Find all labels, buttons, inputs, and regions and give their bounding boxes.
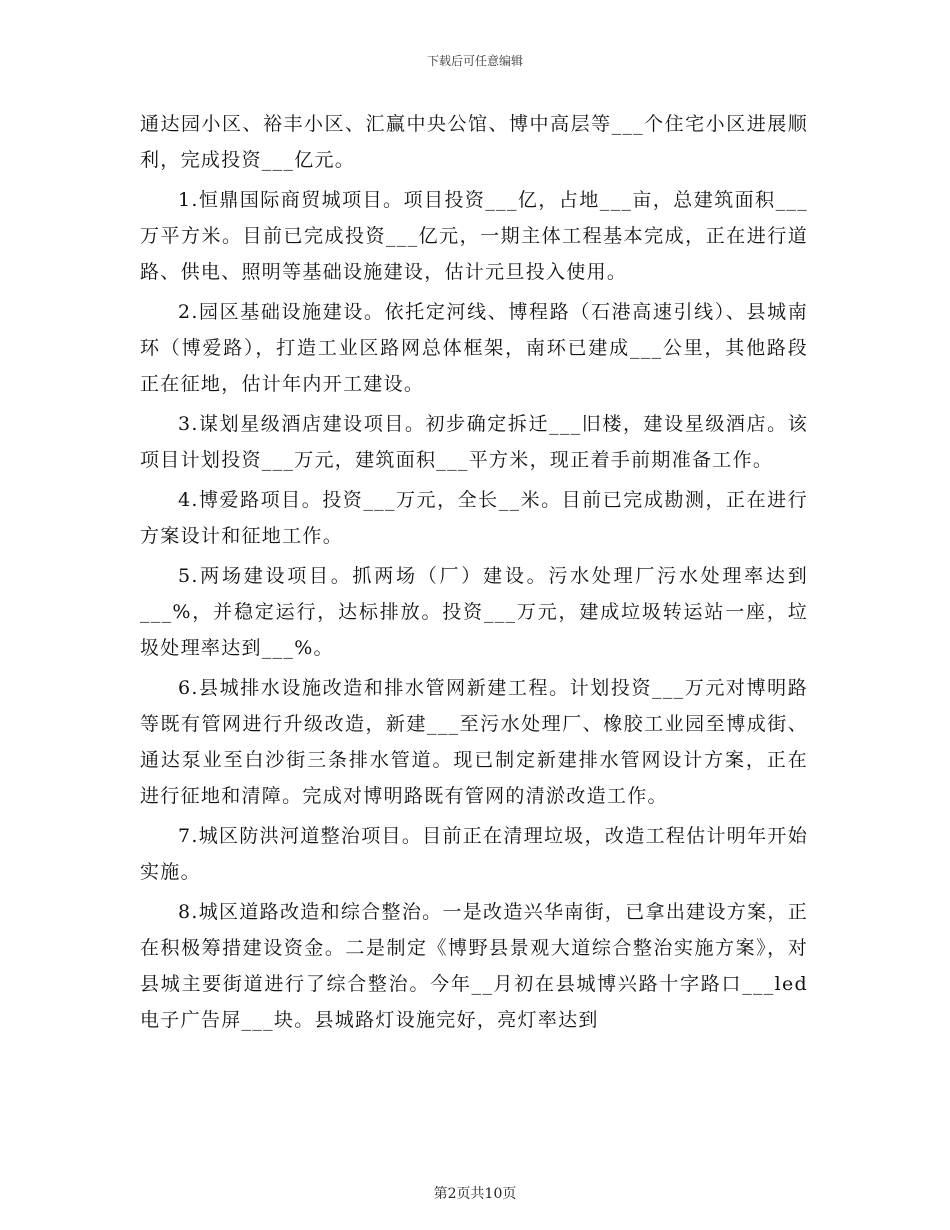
document-body bbox=[140, 106, 808, 1042]
paragraph-item-7: 7.城区防洪河道整治项目。目前正在清理垃圾，改造工程估计明年开始实施。 bbox=[140, 825, 808, 883]
paragraph-item-6: 6.县城排水设施改造和排水管网新建工程。计划投资___万元对博明路等既有管网进行升级改造，新建___至污水处理厂、橡胶工业园至博成街、通达泵业至白沙街三条排水管道。现已制定新建排水管网设计方案，正在进行征地和清障。完成对博明路既有管网的清淤改造工作。 bbox=[140, 677, 808, 807]
paragraph-item-8: 8.城区道路改造和综合整治。一是改造兴华南街，已拿出建设方案，正在积极筹措建设资金。二是制定《博野县景观大道综合整治实施方案》，对县城主要街道进行了综合整治。今年__月初在县城博兴路十字路口___led电子广告屏___块。县城路灯设施完好，亮灯率达到 bbox=[140, 901, 808, 1031]
page-header: 下载后可任意编辑 bbox=[426, 54, 523, 68]
page-footer: 第2页共10页 bbox=[433, 1186, 517, 1202]
paragraph-item-2: 2.园区基础设施建设。依托定河线、博程路（石港高速引线）、县城南环（博爱路），打造工业区路网总体框架，南环已建成___公里，其他路段正在征地，估计年内开工建设。 bbox=[140, 301, 808, 395]
paragraph-item-4: 4.博爱路项目。投资___万元，全长__米。目前已完成勘测，正在进行方案设计和征地工作。 bbox=[140, 489, 808, 547]
paragraph-intro: 通达园小区、裕丰小区、汇赢中央公馆、博中高层等___个住宅小区进展顺利，完成投资___亿元。 bbox=[140, 113, 808, 171]
paragraph-item-5: 5.两场建设项目。抓两场（厂）建设。污水处理厂污水处理率达到___%，并稳定运行，达标排放。投资___万元，建成垃圾转运站一座，垃圾处理率达到___%。 bbox=[140, 565, 808, 659]
paragraph-item-3: 3.谋划星级酒店建设项目。初步确定拆迁___旧楼，建设星级酒店。该项目计划投资___万元，建筑面积___平方米，现正着手前期准备工作。 bbox=[140, 413, 808, 471]
paragraph-item-1: 1.恒鼎国际商贸城项目。项目投资___亿，占地___亩，总建筑面积___万平方米。目前已完成投资___亿元，一期主体工程基本完成，正在进行道路、供电、照明等基础设施建设，估计元旦投入使用。 bbox=[140, 189, 808, 283]
